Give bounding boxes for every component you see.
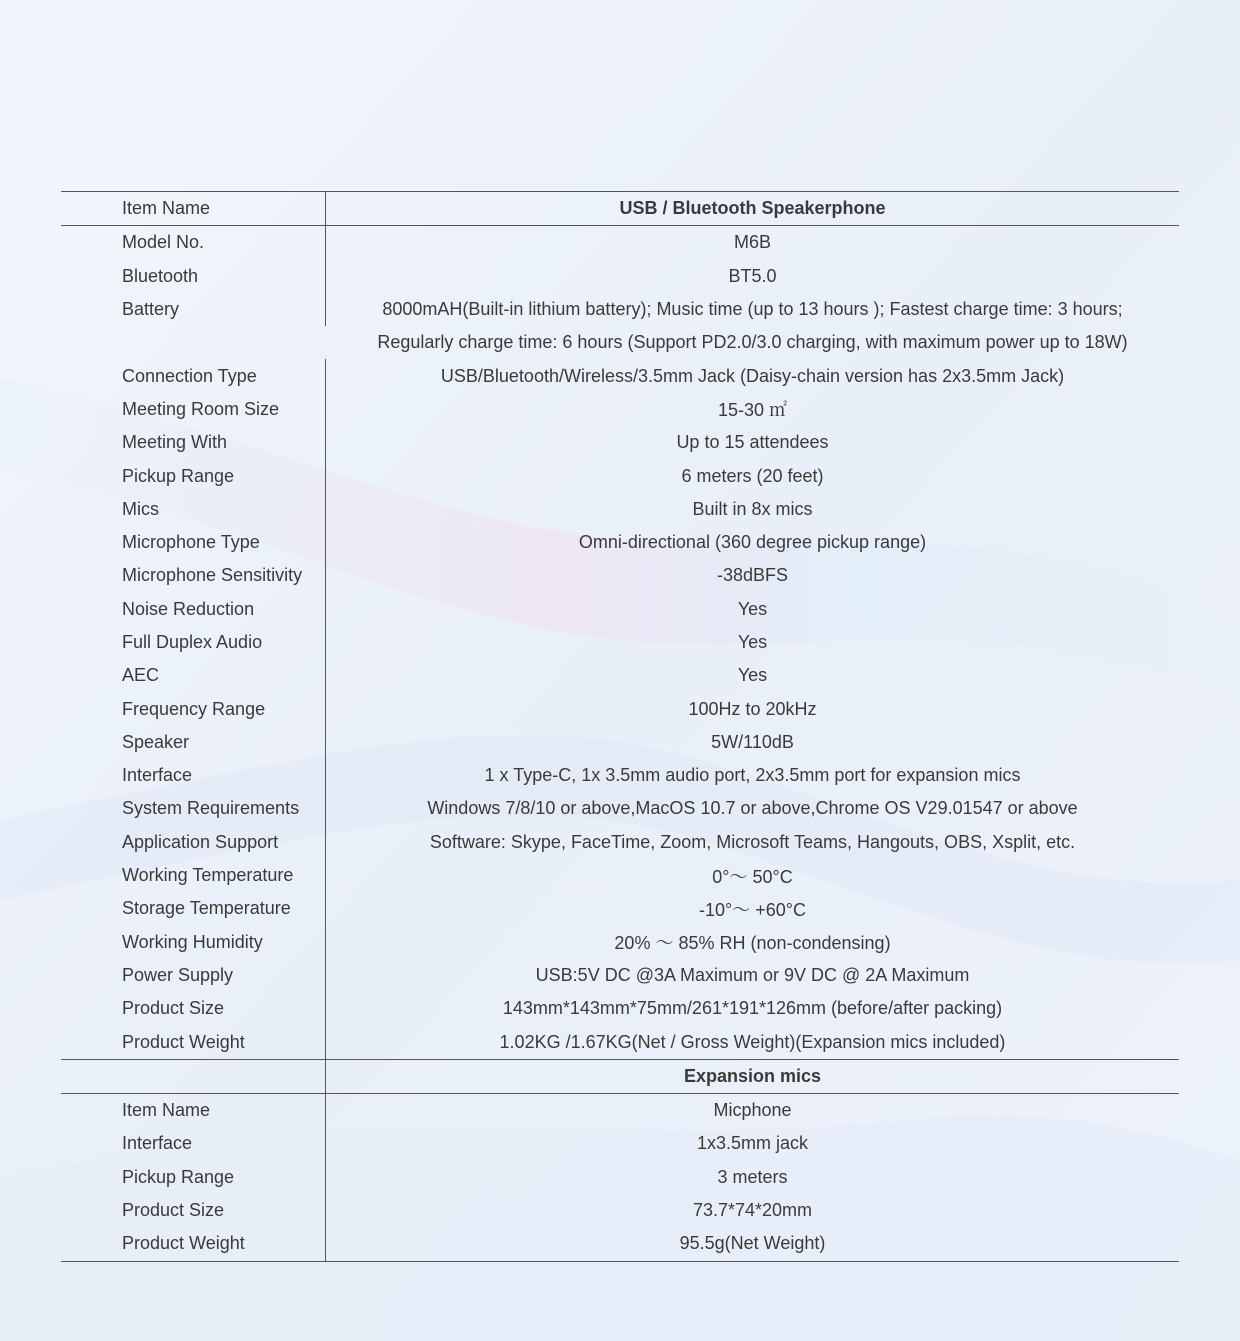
spec-label: Working Temperature bbox=[61, 859, 326, 892]
spec-value: Windows 7/8/10 or above,MacOS 10.7 or above,Chrome OS V29.01547 or above bbox=[427, 798, 1078, 819]
table-row bbox=[61, 692, 1179, 725]
expansion-title: Expansion mics bbox=[683, 1065, 822, 1086]
table-row bbox=[61, 1094, 1179, 1127]
spec-label: Battery bbox=[61, 293, 326, 326]
spec-label: Application Support bbox=[61, 826, 326, 859]
spec-table bbox=[61, 191, 1179, 1262]
table-row bbox=[61, 859, 1179, 892]
spec-value: BT5.0 bbox=[728, 265, 777, 286]
table-row bbox=[61, 959, 1179, 992]
table-row bbox=[61, 626, 1179, 659]
spec-label: Model No. bbox=[61, 226, 326, 259]
spec-value: 73.7*74*20mm bbox=[692, 1200, 813, 1221]
table-row bbox=[61, 892, 1179, 925]
spec-value: Yes bbox=[737, 598, 768, 619]
spec-value: 5W/110dB bbox=[711, 731, 794, 752]
table-row bbox=[61, 659, 1179, 692]
table-row bbox=[61, 293, 1179, 360]
spec-value: 1x3.5mm jack bbox=[696, 1133, 809, 1154]
spec-label: Interface bbox=[61, 1127, 326, 1160]
spec-value: M6B bbox=[733, 232, 771, 253]
table-row bbox=[61, 493, 1179, 526]
table-row bbox=[61, 992, 1179, 1025]
spec-label: Microphone Type bbox=[61, 526, 326, 559]
table-row bbox=[61, 260, 1179, 293]
product-title: USB / Bluetooth Speakerphone bbox=[619, 198, 886, 219]
spec-label: Product Weight bbox=[61, 1025, 326, 1058]
table-row bbox=[61, 926, 1179, 959]
spec-value bbox=[326, 293, 1179, 360]
spec-value-line: Regularly charge time: 6 hours (Support PD2.0/3.0 charging, with maximum power up to 18W) bbox=[377, 332, 1128, 353]
table-row bbox=[61, 526, 1179, 559]
header-label: Item Name bbox=[61, 192, 326, 225]
spec-label: Working Humidity bbox=[61, 926, 326, 959]
table-bottom-rule bbox=[61, 1261, 1179, 1262]
table-row bbox=[61, 726, 1179, 759]
spec-label: Meeting With bbox=[61, 426, 326, 459]
spec-label: Product Size bbox=[61, 1194, 326, 1227]
spec-value: USB:5V DC @3A Maximum or 9V DC @ 2A Maximum bbox=[535, 964, 970, 985]
spec-label: Interface bbox=[61, 759, 326, 792]
spec-value: Omni-directional (360 degree pickup range) bbox=[578, 532, 927, 553]
table-row bbox=[61, 426, 1179, 459]
table-row bbox=[61, 1194, 1179, 1227]
spec-label: Bluetooth bbox=[61, 260, 326, 293]
table-row bbox=[61, 826, 1179, 859]
spec-value: Built in 8x mics bbox=[692, 498, 813, 519]
table-row bbox=[61, 1127, 1179, 1160]
table-row bbox=[61, 559, 1179, 592]
spec-value: 1.02KG /1.67KG(Net / Gross Weight)(Expansion mics included) bbox=[499, 1031, 1006, 1052]
spec-label: System Requirements bbox=[61, 792, 326, 825]
table-row bbox=[61, 1161, 1179, 1194]
spec-value: 143mm*143mm*75mm/261*191*126mm (before/after packing) bbox=[502, 998, 1003, 1019]
spec-label: Connection Type bbox=[61, 359, 326, 392]
expansion-header-label bbox=[61, 1060, 326, 1093]
table-row bbox=[61, 393, 1179, 426]
spec-label: AEC bbox=[61, 659, 326, 692]
spec-rows bbox=[61, 226, 1179, 1058]
spec-label: Microphone Sensitivity bbox=[61, 559, 326, 592]
spec-value: Up to 15 attendees bbox=[676, 432, 829, 453]
spec-value: Micphone bbox=[713, 1100, 792, 1121]
table-row bbox=[61, 593, 1179, 626]
spec-label: Product Size bbox=[61, 992, 326, 1025]
table-row bbox=[61, 226, 1179, 259]
spec-value: -10°～ +60°C bbox=[699, 899, 806, 920]
spec-label: Product Weight bbox=[61, 1227, 326, 1260]
spec-label: Pickup Range bbox=[61, 459, 326, 492]
table-row bbox=[61, 459, 1179, 492]
spec-value: 1 x Type-C, 1x 3.5mm audio port, 2x3.5mm port for expansion mics bbox=[484, 765, 1021, 786]
spec-label: Pickup Range bbox=[61, 1161, 326, 1194]
spec-label: Frequency Range bbox=[61, 692, 326, 725]
spec-value: 95.5g(Net Weight) bbox=[679, 1233, 826, 1254]
spec-label: Speaker bbox=[61, 726, 326, 759]
header-row bbox=[61, 192, 1179, 225]
spec-label: Item Name bbox=[61, 1094, 326, 1127]
spec-label: Power Supply bbox=[61, 959, 326, 992]
spec-value: 100Hz to 20kHz bbox=[688, 698, 817, 719]
expansion-rows bbox=[61, 1094, 1179, 1260]
spec-label: Meeting Room Size bbox=[61, 393, 326, 426]
spec-value: 15-30 ㎡ bbox=[717, 400, 788, 421]
table-row bbox=[61, 792, 1179, 825]
spec-label: Noise Reduction bbox=[61, 593, 326, 626]
table-row bbox=[61, 1025, 1179, 1058]
table-row bbox=[61, 1227, 1179, 1260]
spec-label: Mics bbox=[61, 493, 326, 526]
spec-value: Yes bbox=[737, 632, 768, 652]
spec-value: USB/Bluetooth/Wireless/3.5mm Jack (Daisy-chain version has 2x3.5mm Jack) bbox=[440, 365, 1065, 386]
expansion-header-row bbox=[61, 1060, 1179, 1093]
spec-value: -38dBFS bbox=[716, 565, 789, 586]
table-row bbox=[61, 759, 1179, 792]
spec-value-line: 8000mAH(Built-in lithium battery); Music time (up to 13 hours ); Fastest charge time: 3 hours; bbox=[382, 298, 1123, 319]
spec-value: Yes bbox=[737, 665, 768, 686]
spec-value: Software: Skype, FaceTime, Zoom, Microsoft Teams, Hangouts, OBS, Xsplit, etc. bbox=[429, 831, 1076, 852]
spec-label: Storage Temperature bbox=[61, 892, 326, 925]
spec-label: Full Duplex Audio bbox=[61, 626, 326, 659]
spec-value: 0°～ 50°C bbox=[712, 866, 793, 887]
spec-value: 20% ～ 85% RH (non-condensing) bbox=[614, 933, 891, 954]
table-row bbox=[61, 359, 1179, 392]
spec-value: 3 meters bbox=[717, 1166, 788, 1187]
spec-value: 6 meters (20 feet) bbox=[681, 465, 824, 486]
